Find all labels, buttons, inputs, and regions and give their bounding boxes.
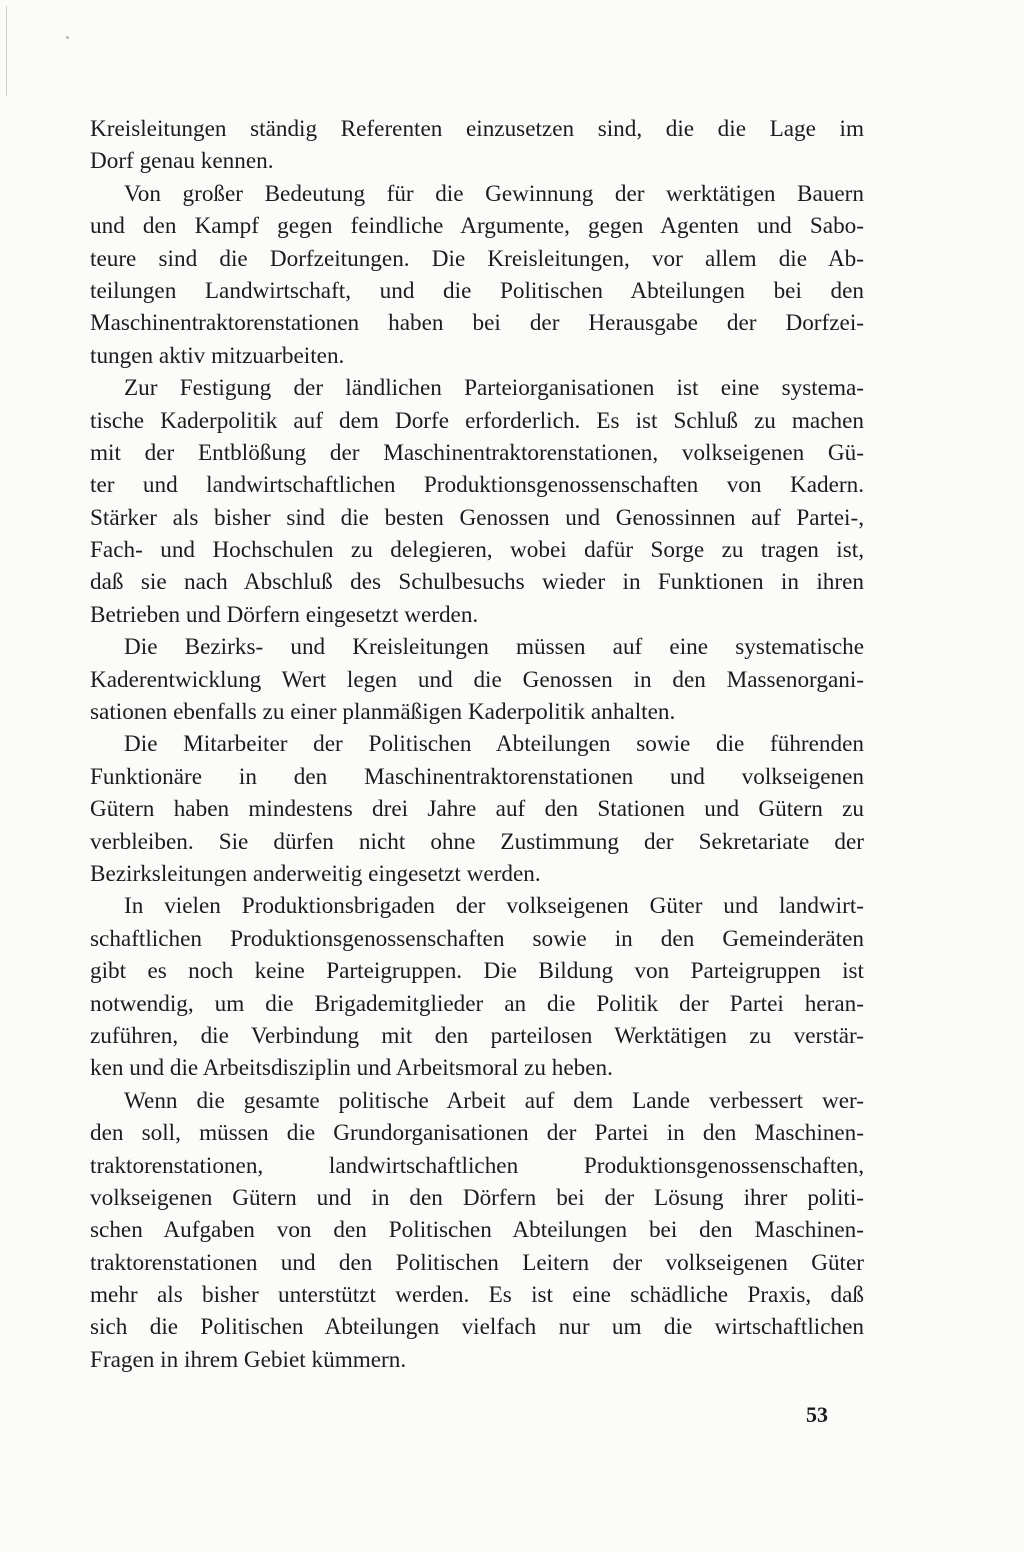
paragraph bbox=[90, 372, 864, 631]
paragraph bbox=[90, 631, 864, 728]
text-line: Die Mitarbeiter der Politischen Abteilungen sowie die führenden bbox=[124, 731, 864, 758]
text-line: schen Aufgaben von den Politischen Abteilungen bei den Maschinen- bbox=[90, 1217, 864, 1244]
text-line: gibt es noch keine Parteigruppen. Die Bildung von Parteigruppen ist bbox=[90, 958, 864, 985]
text-line: In vielen Produktionsbrigaden der volkseigenen Güter und landwirt- bbox=[124, 893, 864, 920]
page-body-text bbox=[90, 113, 864, 1376]
text-line: ken und die Arbeitsdisziplin und Arbeitsmoral zu heben. bbox=[90, 1055, 613, 1082]
text-line: mehr als bisher unterstützt werden. Es ist eine schädliche Praxis, daß bbox=[90, 1282, 864, 1309]
text-line: Die Bezirks- und Kreisleitungen müssen auf eine systematische bbox=[124, 634, 864, 661]
text-line: traktorenstationen, landwirtschaftlichen Produktionsgenossenschaften, bbox=[90, 1152, 864, 1179]
text-line: Gütern haben mindestens drei Jahre auf den Stationen und Gütern zu bbox=[90, 796, 864, 823]
text-line: sationen ebenfalls zu einer planmäßigen Kaderpolitik anhalten. bbox=[90, 699, 676, 726]
text-line: volkseigenen Gütern und in den Dörfern bei der Lösung ihrer politi- bbox=[90, 1184, 864, 1211]
text-line: Zur Festigung der ländlichen Parteiorganisationen ist eine systema- bbox=[124, 375, 864, 402]
paragraph bbox=[90, 1085, 864, 1377]
text-line: Maschinentraktorenstationen haben bei der Herausgabe der Dorfzei- bbox=[90, 310, 864, 337]
text-line: tische Kaderpolitik auf dem Dorfe erforderlich. Es ist Schluß zu machen bbox=[90, 407, 864, 434]
text-line: teure sind die Dorfzeitungen. Die Kreisleitungen, vor allem die Ab- bbox=[90, 245, 864, 272]
scan-edge-mark bbox=[6, 6, 7, 96]
text-line: und den Kampf gegen feindliche Argumente, gegen Agenten und Sabo- bbox=[90, 213, 864, 240]
text-line: Kreisleitungen ständig Referenten einzusetzen sind, die die Lage im bbox=[90, 116, 864, 142]
text-line: teilungen Landwirtschaft, und die Politischen Abteilungen bei den bbox=[90, 277, 864, 304]
text-line: notwendig, um die Brigademitglieder an die Politik der Partei heran- bbox=[90, 990, 864, 1017]
text-line: Fragen in ihrem Gebiet kümmern. bbox=[90, 1346, 407, 1373]
paragraph bbox=[90, 728, 864, 890]
text-line: Dorf genau kennen. bbox=[90, 148, 274, 175]
text-line: daß sie nach Abschluß des Schulbesuchs wieder in Funktionen in ihren bbox=[90, 569, 864, 596]
text-line: ter und landwirtschaftlichen Produktionsgenossenschaften von Kadern. bbox=[90, 472, 864, 499]
text-line: verbleiben. Sie dürfen nicht ohne Zustimmung der Sekretariate der bbox=[90, 828, 864, 855]
paragraph bbox=[90, 890, 864, 1084]
text-line: Wenn die gesamte politische Arbeit auf dem Lande verbessert wer- bbox=[124, 1087, 864, 1114]
text-line: Von großer Bedeutung für die Gewinnung der werktätigen Bauern bbox=[124, 180, 864, 207]
paragraph bbox=[90, 113, 864, 178]
text-line: den soll, müssen die Grundorganisationen der Partei in den Maschinen- bbox=[90, 1120, 864, 1147]
text-line: zuführen, die Verbindung mit den parteilosen Werktätigen zu verstär- bbox=[90, 1022, 864, 1049]
text-line: mit der Entblößung der Maschinentraktorenstationen, volkseigenen Gü- bbox=[90, 439, 864, 466]
text-line: Fach- und Hochschulen zu delegieren, wobei dafür Sorge zu tragen ist, bbox=[90, 537, 864, 564]
text-line: Funktionäre in den Maschinentraktorenstationen und volkseigenen bbox=[90, 763, 864, 790]
text-line: Betrieben und Dörfern eingesetzt werden. bbox=[90, 601, 479, 628]
scan-dot-mark bbox=[66, 36, 69, 39]
text-line: Bezirksleitungen anderweitig eingesetzt werden. bbox=[90, 860, 541, 887]
paragraph bbox=[90, 178, 864, 372]
text-line: Stärker als bisher sind die besten Genossen und Genossinnen auf Partei-, bbox=[90, 504, 864, 531]
text-line: sich die Politischen Abteilungen vielfach nur um die wirtschaftlichen bbox=[90, 1314, 864, 1341]
text-line: schaftlichen Produktionsgenossenschaften sowie in den Gemeinderäten bbox=[90, 925, 864, 952]
text-line: traktorenstationen und den Politischen Leitern der volkseigenen Güter bbox=[90, 1249, 864, 1276]
page-number: 53 bbox=[806, 1402, 828, 1427]
text-line: Kaderentwicklung Wert legen und die Genossen in den Massenorgani- bbox=[90, 666, 864, 693]
text-line: tungen aktiv mitzuarbeiten. bbox=[90, 342, 345, 369]
